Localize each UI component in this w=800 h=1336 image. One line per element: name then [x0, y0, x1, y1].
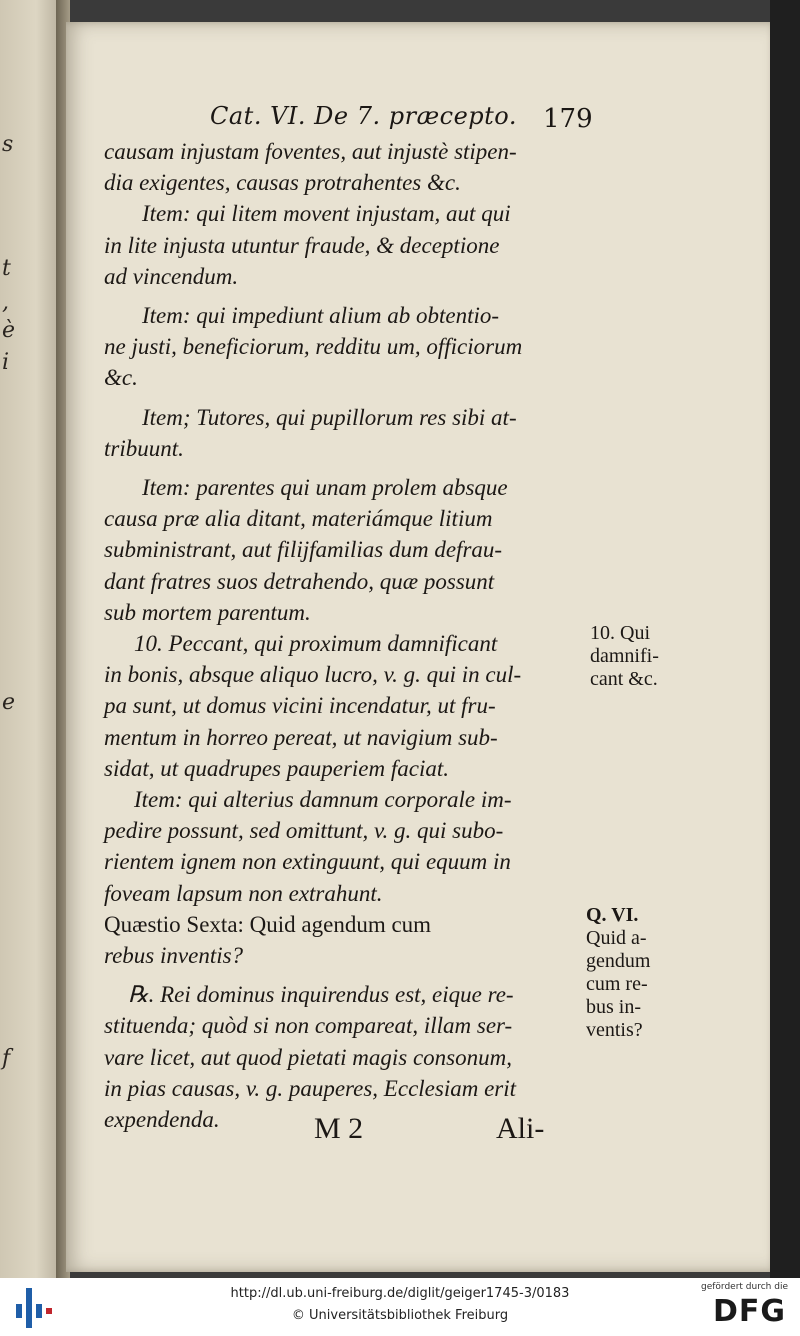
text-line: mentum in horreo pereat, ut navigium sub- — [104, 724, 498, 750]
margin-note-line: cum re- — [586, 973, 648, 995]
margin-note-line: bus in- — [586, 996, 641, 1018]
text-line: in bonis, absque aliquo lucro, v. g. qui in cul- — [104, 662, 522, 688]
text-line: vare licet, aut quod pietati magis consonum, — [104, 1044, 512, 1070]
margin-note-quaestio — [586, 904, 650, 1042]
text-line: Item; Tutores, qui pupillorum res sibi at- — [142, 404, 517, 430]
left-page-fragment: s — [2, 132, 14, 157]
text-line: Item: qui alterius damnum corporale im- — [134, 787, 512, 813]
margin-note-damnificant — [590, 622, 659, 691]
text-line: Item: parentes qui unam prolem absque — [142, 475, 508, 501]
signature-mark: M 2 — [314, 1112, 364, 1145]
text-line: in pias causas, v. g. pauperes, Ecclesiam erit — [104, 1075, 517, 1101]
left-page-fragment: f — [2, 1046, 11, 1071]
text-line: expendenda. — [104, 1107, 220, 1133]
margin-note-line: gendum — [586, 950, 651, 972]
viewer-footer — [0, 1278, 800, 1336]
page-number: 179 — [543, 104, 593, 134]
body-text — [104, 136, 588, 1135]
text-line: 10. Peccant, qui proximum damnificant — [134, 631, 498, 657]
document-url-link[interactable]: http://dl.ub.uni-freiburg.de/diglit/geiger1745-3/0183 — [230, 1286, 570, 1301]
text-line: ad vincendum. — [104, 263, 239, 289]
text-line: dia exigentes, causas protrahentes &c. — [104, 170, 461, 196]
text-line: Item: qui impediunt alium ab obtentio- — [142, 303, 500, 329]
margin-note-line: Quid a- — [586, 927, 647, 949]
text-line: dant fratres suos detrahendo, quæ possunt — [104, 568, 495, 594]
margin-note-line: Q. VI. — [586, 904, 639, 926]
margin-note-line: cant &c. — [590, 668, 658, 690]
dfg-logo-icon: DFG — [712, 1294, 786, 1329]
margin-note-line: 10. Qui — [590, 622, 650, 644]
text-line: foveam lapsum non extrahunt. — [104, 880, 383, 906]
margin-note-line: ventis? — [586, 1019, 643, 1041]
text-line: tribuunt. — [104, 435, 184, 461]
question-heading: Quæstio Sexta: Quid agendum cum — [104, 911, 432, 937]
text-line: sidat, ut quadrupes pauperiem faciat. — [104, 755, 449, 781]
text-line: causam injustam foventes, aut injustè stipen- — [104, 139, 517, 164]
left-page-edge — [0, 0, 60, 1278]
page-background-edge — [770, 0, 800, 1278]
text-line: sub mortem parentum. — [104, 599, 311, 625]
copyright-text: © Universitätsbibliothek Freiburg — [291, 1308, 509, 1323]
catchword: Ali- — [496, 1112, 545, 1145]
running-head: Cat. VI. De 7. præcepto. — [210, 102, 517, 130]
text-line: pedire possunt, sed omittunt, v. g. qui subo- — [104, 818, 504, 844]
text-line: ℞. Rei dominus inquirendus est, eique re- — [128, 982, 514, 1008]
text-line: causa præ alia ditant, materiámque litium — [104, 506, 493, 532]
text-line: Item: qui litem movent injustam, aut qui — [142, 201, 511, 227]
left-page-fragment: , — [2, 290, 9, 315]
margin-note-line: damnifi- — [590, 645, 659, 667]
left-page-fragment: è — [2, 318, 16, 343]
left-page-fragment: e — [2, 690, 16, 715]
dfg-caption: gefördert durch die — [701, 1282, 788, 1292]
left-page-fragment: i — [2, 350, 10, 375]
text-line: &c. — [104, 365, 138, 391]
text-line: pa sunt, ut domus vicini incendatur, ut fru- — [104, 693, 496, 719]
text-line: ne justi, beneficiorum, redditu um, officiorum — [104, 334, 523, 360]
text-line: subministrant, aut filijfamilias dum defrau- — [104, 537, 503, 563]
left-page-fragment: t — [2, 256, 11, 281]
text-line: in lite injusta utuntur fraude, & deceptione — [104, 232, 500, 258]
text-line: rebus inventis? — [104, 943, 244, 969]
text-line: rientem ignem non extinguunt, qui equum in — [104, 849, 511, 875]
text-line: stituenda; quòd si non compareat, illam ser- — [104, 1013, 513, 1039]
